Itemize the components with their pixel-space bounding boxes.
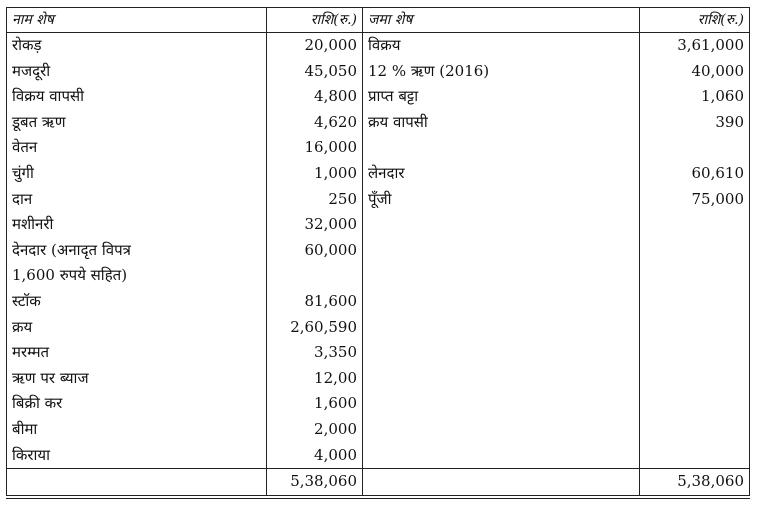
credit-account-name: [363, 391, 640, 417]
credit-total: 5,38,060: [640, 469, 750, 497]
debit-account-name: दान: [7, 187, 267, 213]
table-row: [7, 135, 750, 161]
debit-amount: 16,000: [267, 135, 363, 161]
credit-total-label: [363, 469, 640, 497]
credit-account-name: प्राप्त बट्टा: [363, 84, 640, 110]
debit-account-name: मरम्मत: [7, 340, 267, 366]
debit-amount: 20,000: [267, 33, 363, 59]
debit-amount: [267, 263, 363, 289]
debit-account-name: विक्रय वापसी: [7, 84, 267, 110]
debit-account-name: मजदूरी: [7, 59, 267, 85]
credit-account-name: [363, 289, 640, 315]
debit-amount: 2,60,590: [267, 315, 363, 341]
debit-amount: 32,000: [267, 212, 363, 238]
debit-amount: 60,000: [267, 238, 363, 264]
credit-amount: 75,000: [640, 187, 750, 213]
credit-amount: 390: [640, 110, 750, 136]
credit-amount: [640, 315, 750, 341]
debit-account-name: वेतन: [7, 135, 267, 161]
debit-amount-header: राशि(रु.): [267, 8, 363, 33]
table-row: [7, 212, 750, 238]
credit-account-name: क्रय वापसी: [363, 110, 640, 136]
credit-account-name: [363, 366, 640, 392]
table-row: [7, 187, 750, 213]
table-row: [7, 366, 750, 392]
credit-account-name: पूँजी: [363, 187, 640, 213]
debit-amount: 1,600: [267, 391, 363, 417]
debit-account-name: 1,600 रुपये सहित): [7, 263, 267, 289]
debit-balance-header: नाम शेष: [7, 8, 267, 33]
debit-account-name: डूबत ऋण: [7, 110, 267, 136]
debit-amount: 81,600: [267, 289, 363, 315]
table-row: [7, 161, 750, 187]
credit-account-name: [363, 135, 640, 161]
credit-balance-header: जमा शेष: [363, 8, 640, 33]
credit-account-name: विक्रय: [363, 33, 640, 59]
credit-amount: 60,610: [640, 161, 750, 187]
credit-account-name: 12 % ऋण (2016): [363, 59, 640, 85]
credit-amount: [640, 212, 750, 238]
table-row: [7, 238, 750, 264]
credit-account-name: [363, 263, 640, 289]
debit-account-name: मशीनरी: [7, 212, 267, 238]
credit-amount: [640, 366, 750, 392]
debit-amount: 2,000: [267, 417, 363, 443]
credit-amount: [640, 263, 750, 289]
debit-total-label: [7, 469, 267, 497]
debit-amount: 4,620: [267, 110, 363, 136]
credit-account-name: [363, 212, 640, 238]
totals-row: [7, 469, 750, 497]
table-row: [7, 340, 750, 366]
table-row: [7, 289, 750, 315]
credit-account-name: [363, 417, 640, 443]
credit-amount: 1,060: [640, 84, 750, 110]
debit-amount: 4,000: [267, 443, 363, 469]
table-row: [7, 263, 750, 289]
table-row: [7, 417, 750, 443]
credit-amount: 3,61,000: [640, 33, 750, 59]
credit-account-name: लेनदार: [363, 161, 640, 187]
credit-account-name: [363, 443, 640, 469]
credit-account-name: [363, 315, 640, 341]
table-row: [7, 443, 750, 469]
credit-account-name: [363, 238, 640, 264]
debit-total: 5,38,060: [267, 469, 363, 497]
debit-account-name: स्टॉक: [7, 289, 267, 315]
credit-amount-header: राशि(रु.): [640, 8, 750, 33]
table-row: [7, 110, 750, 136]
credit-amount: [640, 340, 750, 366]
debit-account-name: किराया: [7, 443, 267, 469]
credit-amount: [640, 417, 750, 443]
table-row: [7, 391, 750, 417]
table-row: [7, 84, 750, 110]
debit-account-name: रोकड़: [7, 33, 267, 59]
debit-amount: 4,800: [267, 84, 363, 110]
table-row: [7, 33, 750, 59]
debit-account-name: क्रय: [7, 315, 267, 341]
credit-account-name: [363, 340, 640, 366]
table-row: [7, 315, 750, 341]
debit-account-name: बीमा: [7, 417, 267, 443]
debit-account-name: देनदार (अनादृत विपत्र: [7, 238, 267, 264]
debit-account-name: बिक्री कर: [7, 391, 267, 417]
debit-amount: 3,350: [267, 340, 363, 366]
credit-amount: 40,000: [640, 59, 750, 85]
debit-amount: 45,050: [267, 59, 363, 85]
credit-amount: [640, 238, 750, 264]
credit-amount: [640, 443, 750, 469]
debit-amount: 250: [267, 187, 363, 213]
trial-balance-table: [6, 7, 750, 499]
header-row: [7, 8, 750, 33]
debit-account-name: चुंगी: [7, 161, 267, 187]
credit-amount: [640, 391, 750, 417]
debit-amount: 12,00: [267, 366, 363, 392]
debit-amount: 1,000: [267, 161, 363, 187]
debit-account-name: ऋण पर ब्याज: [7, 366, 267, 392]
table-row: [7, 59, 750, 85]
credit-amount: [640, 289, 750, 315]
credit-amount: [640, 135, 750, 161]
